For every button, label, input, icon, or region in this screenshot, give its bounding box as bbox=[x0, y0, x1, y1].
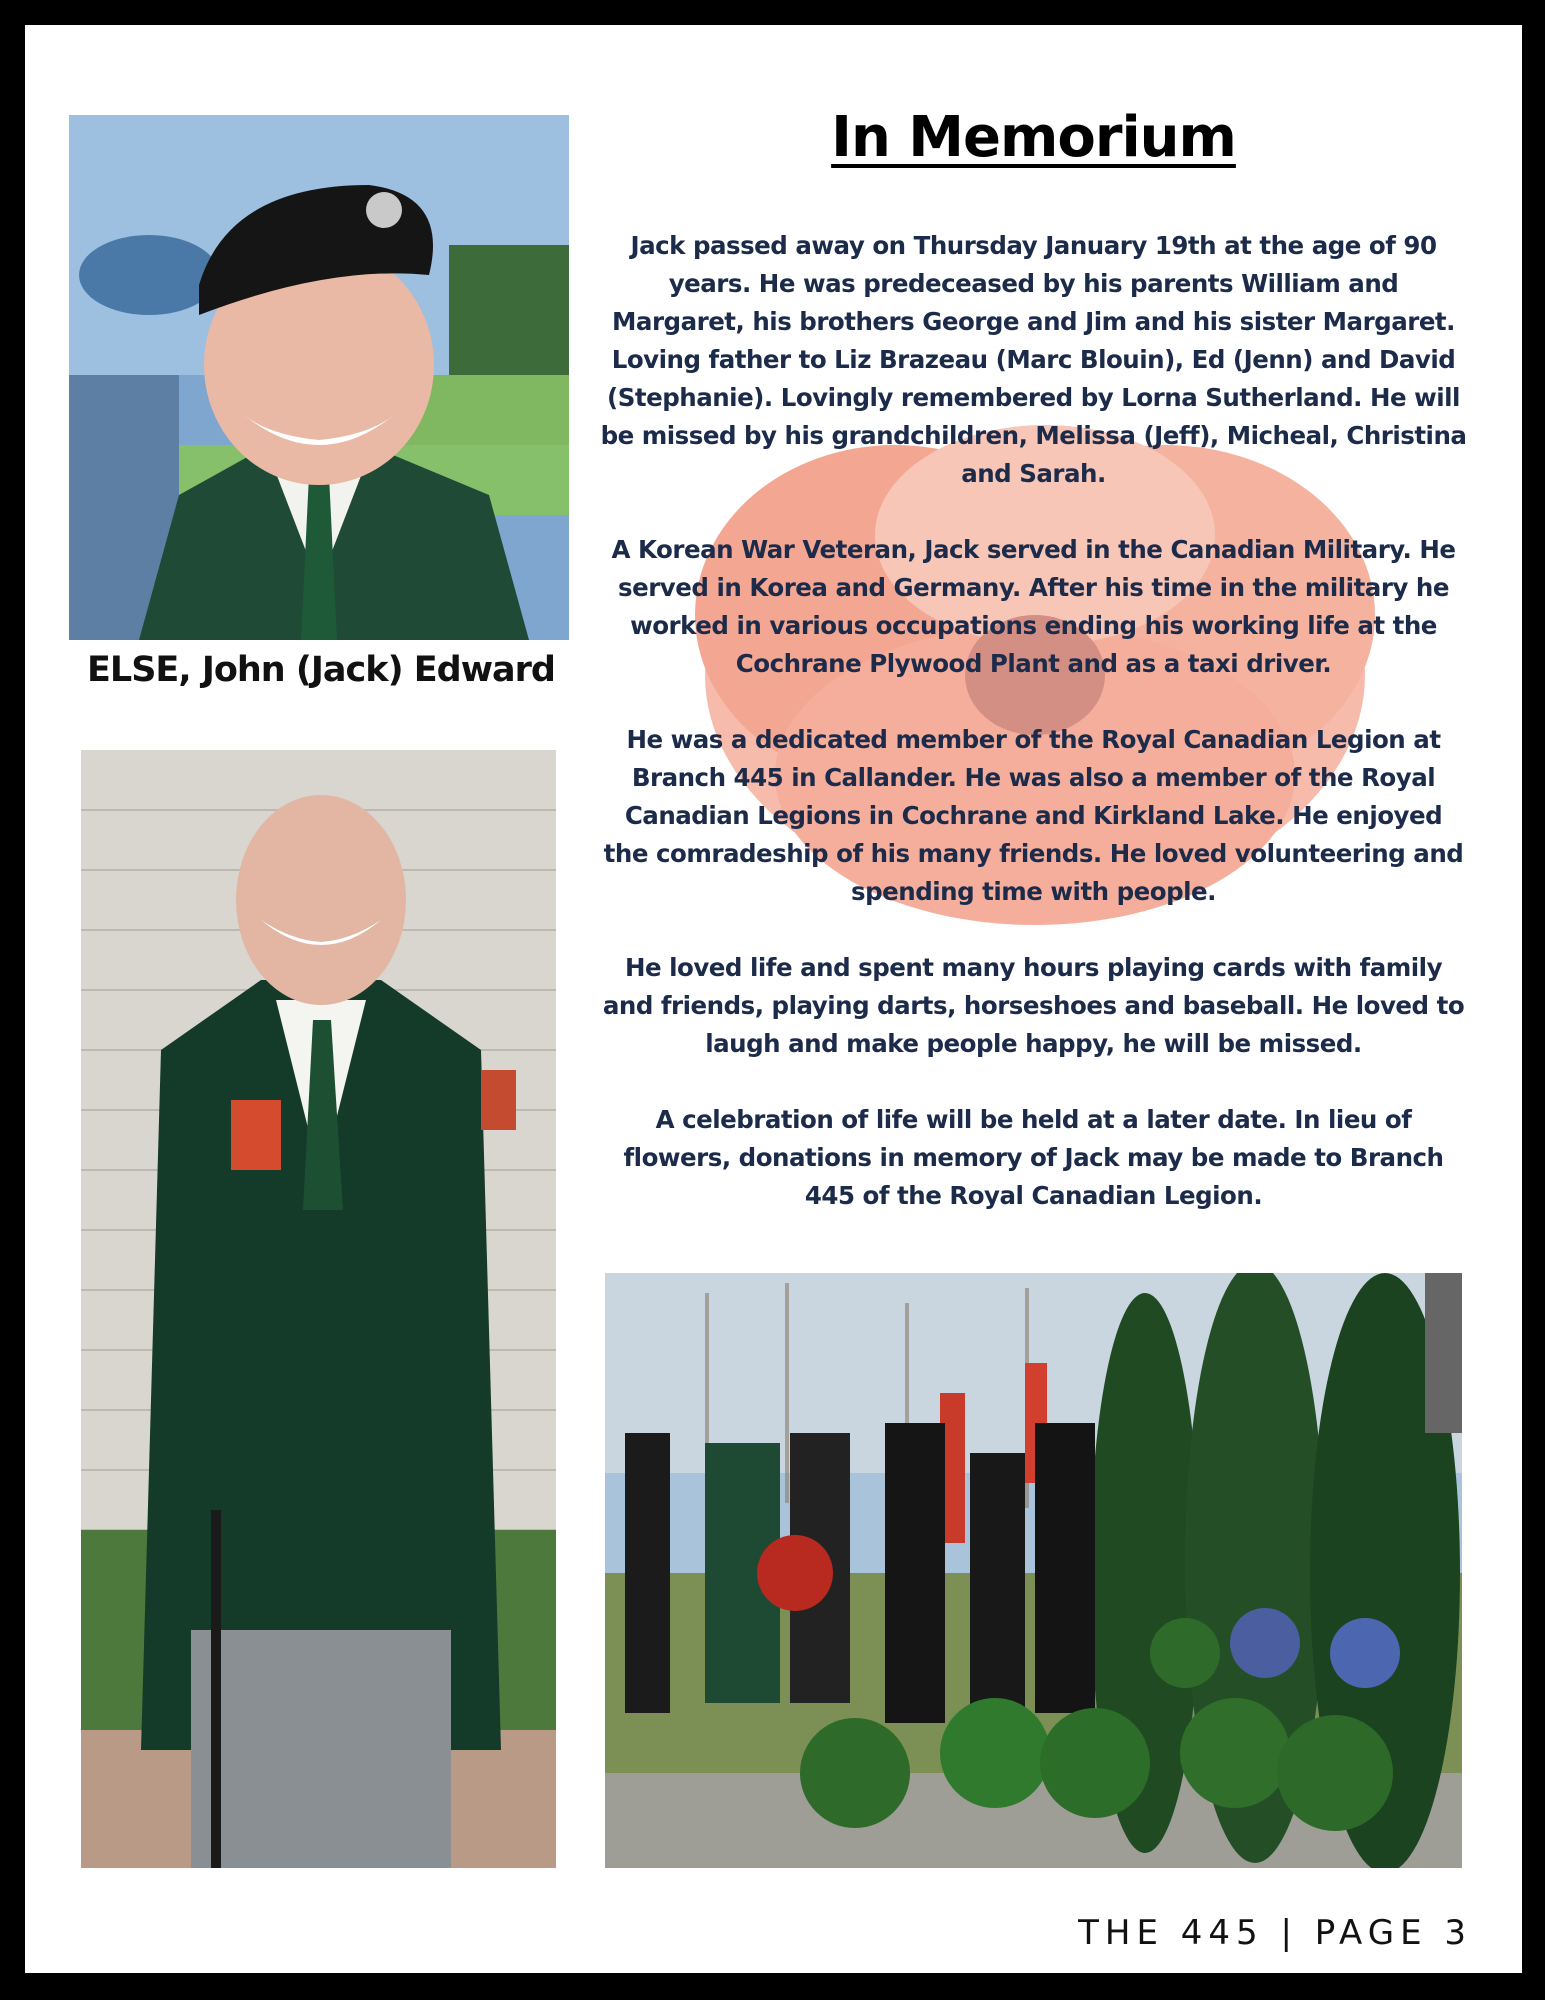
photo-caption: ELSE, John (Jack) Edward bbox=[87, 650, 555, 690]
paragraph-obituary: Jack passed away on Thursday January 19th at the age of 90 years. He was predeceased by his parents William and Margaret, his brothers George and Jim and his sister Margaret. Loving father to Liz Brazeau (Marc Blouin), Ed (Jenn) and David (Stephanie). Lovingly remembered by Lorna Sutherland. He will be missed by his grandchildren, Melissa (Jeff), Micheal, Christina and Sarah. bbox=[600, 231, 1467, 488]
article-title: In Memorium bbox=[831, 105, 1236, 170]
newsletter-page bbox=[25, 25, 1522, 1973]
page-footer: THE 445 | PAGE 3 bbox=[1078, 1913, 1472, 1953]
wreath-ceremony-photo bbox=[605, 1273, 1462, 1868]
paragraph-military-service: A Korean War Veteran, Jack served in the Canadian Military. He served in Korea and Germany. After his time in the military he worked in various occupations ending his working life at the Cochrane Plywood Plant and as a taxi driver. bbox=[611, 535, 1456, 678]
article-body bbox=[600, 227, 1467, 1253]
paragraph-hobbies: He loved life and spent many hours playing cards with family and friends, playing darts, horseshoes and baseball. He loved to laugh and make people happy, he will be missed. bbox=[602, 953, 1465, 1058]
veteran-portrait-photo bbox=[69, 115, 569, 640]
paragraph-legion-membership: He was a dedicated member of the Royal Canadian Legion at Branch 445 in Callander. He was also a member of the Royal Canadian Legions in Cochrane and Kirkland Lake. He enjoyed the comradeship of his many friends. He loved volunteering and spending time with people. bbox=[603, 725, 1464, 906]
paragraph-celebration: A celebration of life will be held at a later date. In lieu of flowers, donations in memory of Jack may be made to Branch 445 of the Royal Canadian Legion. bbox=[623, 1105, 1444, 1210]
veteran-standing-photo bbox=[81, 750, 556, 1868]
